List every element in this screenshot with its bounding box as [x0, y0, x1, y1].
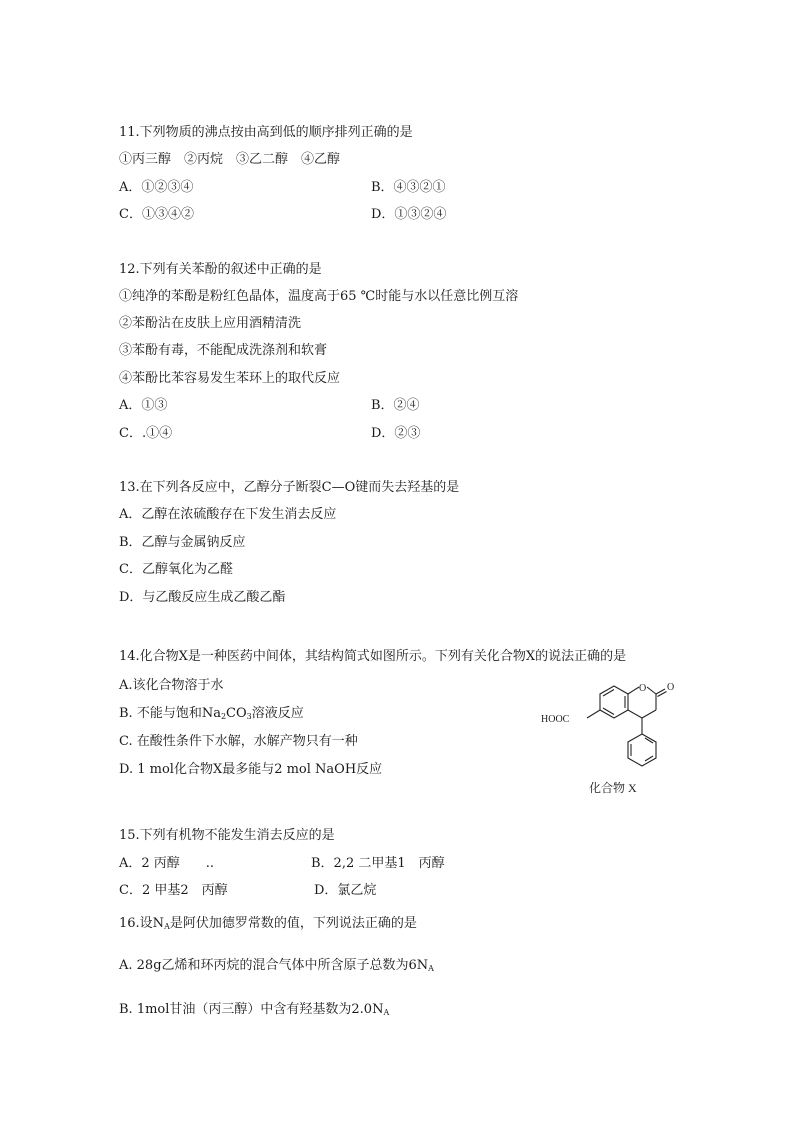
- compound-x-structure: [535, 676, 675, 800]
- q12-option-a: A．①③: [119, 398, 168, 413]
- phenyl-ring: [628, 734, 656, 766]
- q11-option-c: C．①③④②: [119, 207, 194, 222]
- q13-option-d: D．与乙酸反应生成乙酸乙酯: [119, 590, 286, 605]
- q16-option-b: B. 1mol甘油（丙三醇）中含有羟基数为$2.0N_A$: [119, 1002, 390, 1017]
- q15-option-a: A．2 丙醇 ..: [119, 856, 215, 871]
- q11-items: ①丙三醇 ②丙烷 ③乙二醇 ④乙醇: [119, 152, 341, 167]
- q13-option-a: A．乙醇在浓硫酸存在下发生消去反应: [119, 507, 337, 522]
- q13-option-c: C．乙醇氧化为乙醛: [119, 562, 233, 577]
- q15-option-c: C．2 甲基2 丙醇: [119, 883, 228, 898]
- carbonyl-oxygen-label: O: [667, 682, 675, 693]
- q11-option-b: B．④③②①: [371, 180, 446, 195]
- q14-option-d: D. 1 mol化合物X最多能与2 mol NaOH反应: [119, 762, 383, 777]
- figure-caption: 化合物 X: [589, 781, 637, 795]
- q11-option-d: D．①③②④: [371, 207, 447, 222]
- q15-option-b: B．2,2 二甲基1 丙醇: [311, 856, 445, 871]
- q11-stem: 11.下列物质的沸点按由高到低的顺序排列正确的是: [119, 125, 413, 140]
- q15-option-d: D．氯乙烷: [314, 883, 377, 898]
- q16-option-a: A. 28g乙烯和环丙烷的混合气体中所含原子总数为$6N_A$: [119, 958, 434, 973]
- q11-option-a: A．①②③④: [119, 180, 194, 195]
- q12-option-c: C．.①④: [119, 426, 173, 441]
- q15-stem: 15.下列有机物不能发生消去反应的是: [119, 828, 335, 843]
- ring-oxygen-label: O: [639, 683, 647, 694]
- q12-statement-4: ④苯酚比苯容易发生苯环上的取代反应: [119, 371, 341, 386]
- q16-stem: 16.设$N_A$是阿伏加德罗常数的值，下列说法正确的是: [119, 916, 417, 931]
- q14-option-c: C. 在酸性条件下水解，水解产物只有一种: [119, 734, 358, 749]
- benzo-ring: [600, 686, 628, 718]
- q13-option-b: B．乙醇与金属钠反应: [119, 535, 246, 550]
- q13-stem: 13.在下列各反应中，乙醇分子断裂C—O键而失去羟基的是: [119, 480, 460, 495]
- q12-stem: 12.下列有关苯酚的叙述中正确的是: [119, 262, 322, 277]
- q12-option-b: B．②④: [371, 398, 420, 413]
- q12-statement-2: ②苯酚沾在皮肤上应用酒精清洗: [119, 316, 302, 331]
- q12-statement-1: ①纯净的苯酚是粉红色晶体，温度高于65 ℃时能与水以任意比例互溶: [119, 289, 519, 304]
- q14-stem: 14.化合物X是一种医药中间体，其结构简式如图所示。下列有关化合物X的说法正确的是: [119, 649, 627, 664]
- cooh-label: HOOC: [541, 714, 570, 725]
- q14-option-a: A.该化合物溶于水: [119, 678, 224, 693]
- q12-option-d: D．②③: [371, 426, 421, 441]
- q12-statement-3: ③苯酚有毒，不能配成洗涤剂和软膏: [119, 343, 328, 358]
- q14-option-b: B. 不能与饱和$Na_2CO_3$溶液反应: [119, 706, 304, 721]
